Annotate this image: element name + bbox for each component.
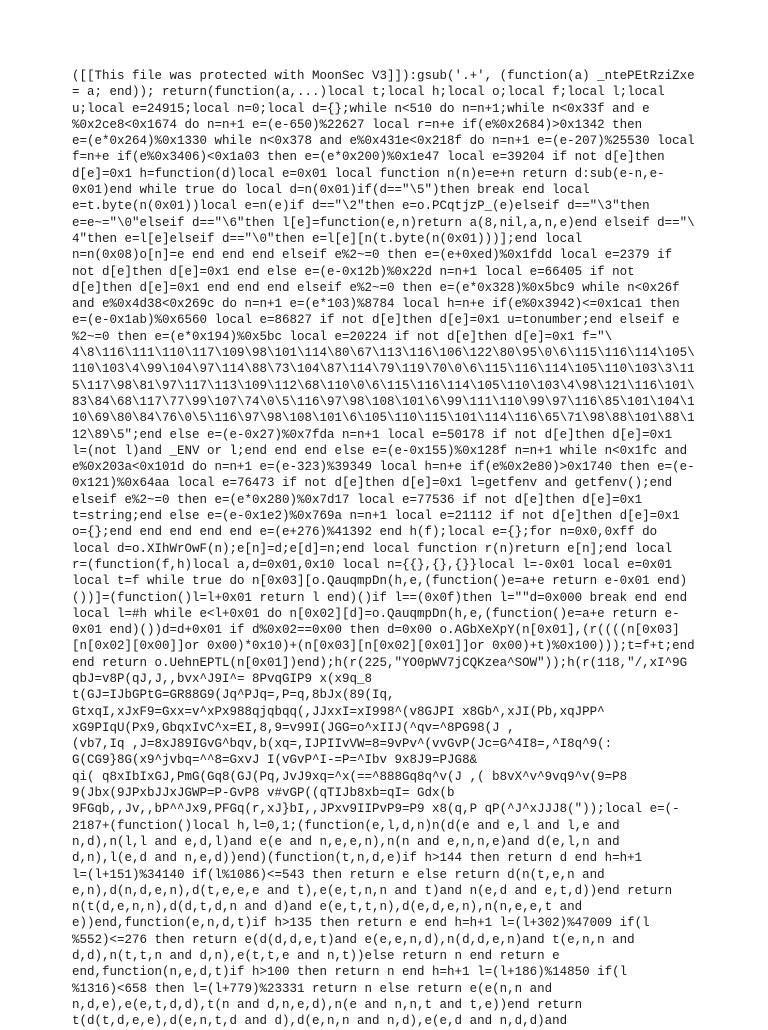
code-line: e=(e-0x1ab)%0x6560 local e=86827 if not d[e]then d[e]=0x1 u=tonumber;end elseif e (72, 313, 680, 328)
code-line: n(t(d,e,n,n),d(d,t,d,n and d)and e(e,t,t,n),d(e,d,e,n),n(n,e,e,t and (72, 900, 583, 915)
code-line: and e%0x4d38<0x269c do n=n+1 e=(e*103)%8784 local h=n+e if(e%0x3942)<=0x1ca1 then (72, 297, 680, 312)
code-line: l=(not l)and _ENV or l;end end end else e=(e-0x155)%0x128f n=n+1 while n<0x1fc and (72, 443, 688, 458)
code-document (72, 68, 702, 1030)
code-line: 4"then e=l[e]elseif d=="\0"then e=l[e][n(t.byte(n(0x01)))];end local (72, 231, 583, 246)
code-line: t(GJ=IJbGPtG=GR88G9(Jq^PJq=,P=q,8bJx(89(Iq, (72, 688, 395, 703)
code-line: = a; end)); return(function(a,...)local t;local h;local o;local f;local l;local (72, 85, 665, 100)
code-line: %2~=0 then e=(e*0x194)%0x5bc local e=20224 if not d[e]then d[e]=0x1 f="\ (72, 329, 613, 344)
code-line: d,n),l(e,d and n,e,d))end)(function(t,n,d,e)if h>144 then return d end h=h+1 (72, 851, 643, 866)
code-line: local d=o.XIhWrOwF(n);e[n]=d;e[d]=n;end local function r(n)return e[n];end local (72, 541, 673, 556)
code-line: d,d),n(t,t,n and d,n),e(t,t,e and n,t))else return n end return e (72, 949, 560, 964)
code-line: 10\69\80\84\76\0\5\116\97\98\108\101\6\105\110\115\101\114\116\65\71\98\88\101\88\1 (72, 411, 695, 426)
code-line: local l=#h while e<l+0x01 do n[0x02][d]=o.QauqmpDn(h,e,(function()e=a+e return e- (72, 606, 680, 621)
code-line: G(CG9}8G(x9^jvbq=^^8=GxvJ I(vGvP^I-=P=^Ibv 9x8J9=PJG8& (72, 753, 478, 768)
code-line: (vb7,Iq ,J=8xJ89IGvG^bqv,b(xq=,IJPIIvVW=8=9vPv^(vvGvP(Jc=G^4I8=,^I8q^9(: (72, 737, 613, 752)
code-line: elseif e%2~=0 then e=(e*0x280)%0x7d17 local e=77536 if not d[e]then d[e]=0x1 (72, 492, 643, 507)
code-line: t(d(t,d,e,e),d(e,n,t,d and d),d(e,n,n and n,d),e(e,d and n,d,d)and (72, 1014, 568, 1029)
code-line: e))end,function(e,n,d,t)if h>135 then return e end h=h+1 l=(l+302)%47009 if(l (72, 916, 650, 931)
code-line: [n[0x02][0x00]]or 0x00)*0x10)+(n[0x03][n[0x02][0x01]]or 0x00)+t)%0x100)));t=f+t;end (72, 639, 695, 654)
code-line: n,d,e),e(e,t,d,d),t(n and d,n,e,d),n(e and n,n,t and t,e))end return (72, 997, 583, 1012)
code-line: 5\117\98\81\97\117\113\109\112\68\110\0\6\115\116\114\105\110\103\4\98\121\116\101\ (72, 378, 695, 393)
code-line: 9(Jbx(9JPxbJJxJGWP=P-GvP8 v#vGP((qTIJb8xb=qI= Gdx(b (72, 786, 455, 801)
code-line: f=n+e if(e%0x3406)<0x1a03 then e=(e*0x200)%0x1e47 local e=39204 if not d[e]then (72, 150, 665, 165)
code-line: n=n(0x08)o[n]=e end end end elseif e%2~=0 then e=(e+0xed)%0x1fdd local e=2379 if (72, 248, 673, 263)
code-line: n,d),n(l,l and e,d,l)and e(e and n,e,e,n),n(n and e,n,n,e)and d(e,l,n and (72, 834, 620, 849)
code-line: l=(l+151)%34140 if(l%1086)<=543 then return e else return d(n(t,e,n and (72, 867, 605, 882)
code-line: qbJ=v8P(qJ,J,,bvx^J9I^= 8PvqGIP9 x(x9q_8 (72, 671, 373, 686)
code-line: ([[This file was protected with MoonSec V3]]):gsub('.+', (function(a) _ntePEtRziZxe (72, 69, 695, 83)
code-line: 2187+(function()local h,l=0,1;(function(e,l,d,n)n(d(e and e,l and l,e and (72, 818, 620, 833)
code-line: o={};end end end end end e=(e+276)%41392 end h(f);local e={};for n=0x0,0xff do (72, 525, 658, 540)
code-line: 4\8\116\111\110\117\109\98\101\114\80\67\113\116\106\122\80\95\0\6\115\116\114\105\ (72, 346, 695, 361)
code-line: 12\89\5";end else e=(e-0x27)%0x7fda n=n+1 local e=50178 if not d[e]then d[e]=0x1 (72, 427, 673, 442)
code-line: u;local e=24915;local n=0;local d={};while n<510 do n=n+1;while n<0x33f and e (72, 101, 650, 116)
code-line: t=string;end else e=(e-0x1e2)%0x769a n=n+1 local e=21112 if not d[e]then d[e]=0x1 (72, 509, 680, 524)
code-line: %1316)<658 then l=(l+779)%23331 return n else return e(e(n,n and (72, 981, 553, 996)
code-line: 110\103\4\99\104\97\114\88\73\104\87\114\79\119\70\0\6\115\116\114\105\110\103\3\11 (72, 362, 695, 377)
code-line: end return o.UehnEPTL(n[0x01])end);h(r(225,"YO0pWV7jCQKzea^SOW"));h(r(118,"/,xI^9G (72, 655, 688, 670)
code-line: e%0x203a<0x101d do n=n+1 e=(e-323)%39349 local h=n+e if(e%0x2e80)>0x1740 then e=(e- (72, 460, 695, 475)
code-line: GtxqI,xJxF9=Gxx=v^xPx988qjqbqq(,JJxxI=xI998^(v8GJPI x8Gb^,xJI(Pb,xqJPP^ (72, 704, 605, 719)
code-line: qi( q8xIbIxGJ,PmG(Gq8(GJ(Pq,JvJ9xq=^x(==^888Gq8q^v(J ,( b8vX^v^9vq9^v(9=P8 (72, 769, 628, 784)
code-line: 0x01)end while true do local d=n(0x01)if(d=="\5")then break end local (72, 183, 590, 198)
code-line: %0x2ce8<0x1674 do n=n+1 e=(e-650)%22627 local r=n+e if(e%0x2684)>0x1342 then (72, 117, 643, 132)
code-line: e,n),d(n,d,e,n),d(t,e,e,e and t),e(e,t,n,n and t)and n(e,d and e,t,d))end return (72, 883, 673, 898)
code-line: end,function(n,e,d,t)if h>100 then return n end h=h+1 l=(l+186)%14850 if(l (72, 965, 628, 980)
code-line: d[e]then d[e]=0x1 end end end elseif e%2~=0 then e=(e*0x328)%0x5bc9 while n<0x26f (72, 280, 680, 295)
code-line: r=(function(f,h)local a,d=0x01,0x10 local n={{},{},{}}local l=-0x01 local e=0x01 (72, 557, 673, 572)
code-line: 0x01 end)())d=d+0x01 if d%0x02==0x00 then d=0x00 o.AGbXeXpY(n[0x01],(r((((n[0x03] (72, 623, 680, 638)
code-line: 0x121)%0x64aa local e=76473 if not d[e]then d[e]=0x1 l=getfenv and getfenv();end (72, 476, 673, 491)
code-line: local t=f while true do n[0x03][o.QauqmpDn(h,e,(function()e=a+e return e-0x01 end) (72, 574, 688, 589)
code-line: 83\84\68\117\77\99\107\74\0\5\116\97\98\108\101\6\99\111\110\99\97\116\85\101\104\1 (72, 394, 695, 409)
code-line: e=e~="\0"elseif d=="\6"then l[e]=function(e,n)return a(8,nil,a,n,e)end elseif d=="\ (72, 215, 695, 230)
code-line: e=t.byte(n(0x01))local e=n(e)if d=="\2"then e=o.PCqtjzP_(e)elseif d=="\3"then (72, 199, 650, 214)
code-line: ())]=(function()l=l+0x01 return l end)()if l==(0x0f)then l=""d=0x000 break end end (72, 590, 688, 605)
code-line: 9FGqb,,Jv,,bP^^Jx9,PFGq(r,xJ}bI,,JPxv9IIPvP9=P9 x8(q,P qP(^J^xJJJ8("));local e=(- (72, 802, 680, 817)
code-line: e=(e*0x264)%0x1330 while n<0x378 and e%0x431e<0x218f do n=n+1 e=(e-207)%25530 local (72, 134, 695, 149)
code-line: not d[e]then d[e]=0x1 end else e=(e-0x12b)%0x22d n=n+1 local e=66405 if not (72, 264, 635, 279)
code-line: xG9PIqU(Px9,GbqxIvC^x=EI,8,9=v99I(JGG=o^xIIJ(^qv=^8PG98(J , (72, 720, 515, 735)
code-line: %552)<=276 then return e(d(d,d,e,t)and e(e,e,n,d),n(d,d,e,n)and t(e,n,n and (72, 932, 635, 947)
code-line: d[e]=0x1 h=function(d)local e=0x01 local function n(n)e=e+n return d:sub(e-n,e- (72, 166, 665, 181)
